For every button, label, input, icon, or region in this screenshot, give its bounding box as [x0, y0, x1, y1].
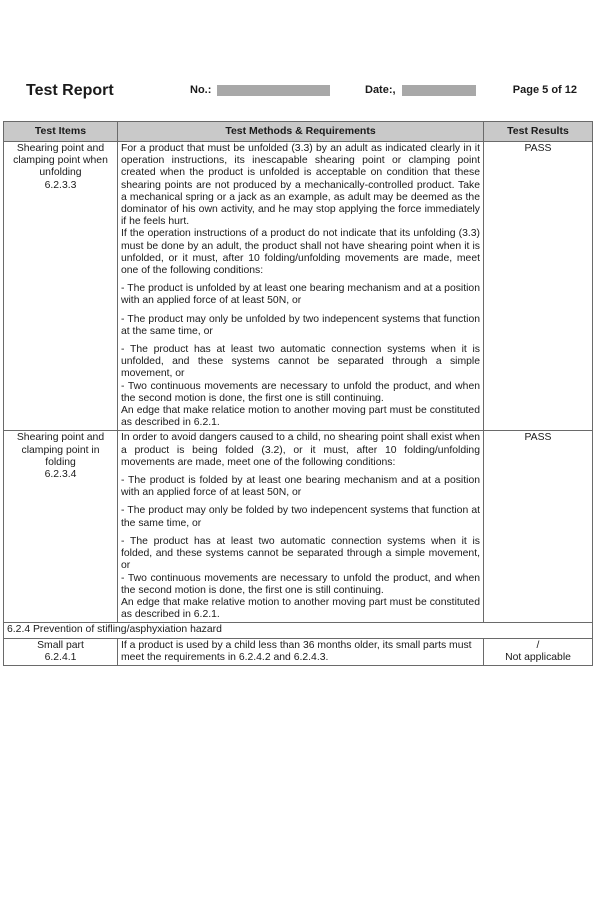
table-header-row	[4, 122, 593, 142]
method-paragraph: An edge that make relatice motion to another moving part must be constituted as described in 6.2.1.	[121, 405, 480, 429]
method-condition: - The product has at least two automatic connection systems when it is unfolded, and these systems cannot be separated through a simple movement, or	[121, 344, 480, 380]
column-header-test-methods: Test Methods & Requirements	[118, 122, 484, 142]
redacted-report-number	[217, 85, 330, 96]
method-paragraph: In order to avoid dangers caused to a child, no shearing point shall exist when a product is being folded (3.2), or it must, after 10 folding/unfolding movements are made, meet one of the following conditions:	[121, 432, 480, 468]
report-header	[0, 78, 600, 104]
method-condition: - The product is folded by at least one bearing mechanism and at a position with an applied force of at least 50N, or	[121, 475, 480, 499]
table-row	[4, 431, 593, 623]
result-slash: /	[536, 639, 540, 651]
section-row	[4, 623, 593, 638]
method-paragraph: An edge that make relative motion to another moving part must be constituted as described in 6.2.1.	[121, 596, 480, 621]
test-item-code: 6.2.3.4	[44, 469, 77, 481]
test-item-code: 6.2.4.1	[44, 651, 77, 663]
method-condition: - Two continuous movements are necessary to unfold the product, and when the second motion is done, the first one is still continuing.	[121, 380, 480, 404]
method-paragraph: For a product that must be unfolded (3.3) by an adult as indicated clearly in it operation instructions, its inescapable shearing point or clamping point created when the product is unfolded is acceptable on condition that these shearing points are not produced by a mechanically-controlled product. Take a mechanical spring or a jack as an example, as adult may be deemed as the dominator of his own activity, and he may stop applying the force immediately if he feels hurt.	[121, 143, 480, 228]
column-header-test-results: Test Results	[484, 122, 593, 142]
section-heading: 6.2.4 Prevention of stifling/asphyxiation hazard	[4, 623, 593, 638]
test-method-cell	[118, 431, 484, 623]
method-paragraph: If a product is used by a child less than 36 months older, its small parts must meet the requirements in 6.2.4.2 and 6.2.4.3.	[121, 639, 472, 663]
test-item-cell	[4, 638, 118, 665]
test-results-table	[3, 121, 593, 666]
method-condition: - The product may only be unfolded by two indepencent systems that function at the same time, or	[121, 313, 480, 337]
test-result-cell: PASS	[484, 142, 593, 431]
method-condition: - Two continuous movements are necessary to unfold the product, and when the second motion is done, the first one is still continuing.	[121, 572, 480, 596]
column-header-test-items: Test Items	[4, 122, 118, 142]
table-row	[4, 142, 593, 431]
test-item-name: Small part	[37, 639, 84, 651]
report-title: Test Report	[26, 82, 114, 99]
test-item-code: 6.2.3.3	[44, 179, 77, 191]
test-method-cell	[118, 142, 484, 431]
test-item-cell	[4, 431, 118, 623]
method-condition: - The product has at least two automatic connection systems when it is folded, and these systems cannot be separated through a simple movement, or	[121, 535, 480, 572]
method-condition: - The product may only be folded by two indepencent systems that function at the same time, or	[121, 505, 480, 529]
test-method-cell	[118, 638, 484, 665]
test-item-name: Shearing point and clamping point in folding	[16, 432, 105, 468]
report-date-label: Date:,	[365, 84, 396, 96]
method-paragraph: If the operation instructions of a product do not indicate that its unfolding (3.3) must be done by an adult, the product shall not have shearing point when it is unfolded, or it must, after 10 folding/unfolding movements are made, meet one of the following conditions:	[121, 228, 480, 277]
result-not-applicable: Not applicable	[505, 651, 571, 663]
method-condition: - The product is unfolded by at least one bearing mechanism and at a position with an applied force of at least 50N, or	[121, 283, 480, 307]
report-number-label: No.:	[190, 84, 212, 96]
test-item-cell	[4, 142, 118, 431]
page-indicator: Page 5 of 12	[512, 84, 577, 96]
redacted-report-date	[402, 85, 476, 96]
test-item-name: Shearing point and clamping point when unfolding	[13, 143, 108, 179]
test-result-cell	[484, 638, 593, 665]
test-result-cell: PASS	[484, 431, 593, 623]
table-row	[4, 638, 593, 665]
